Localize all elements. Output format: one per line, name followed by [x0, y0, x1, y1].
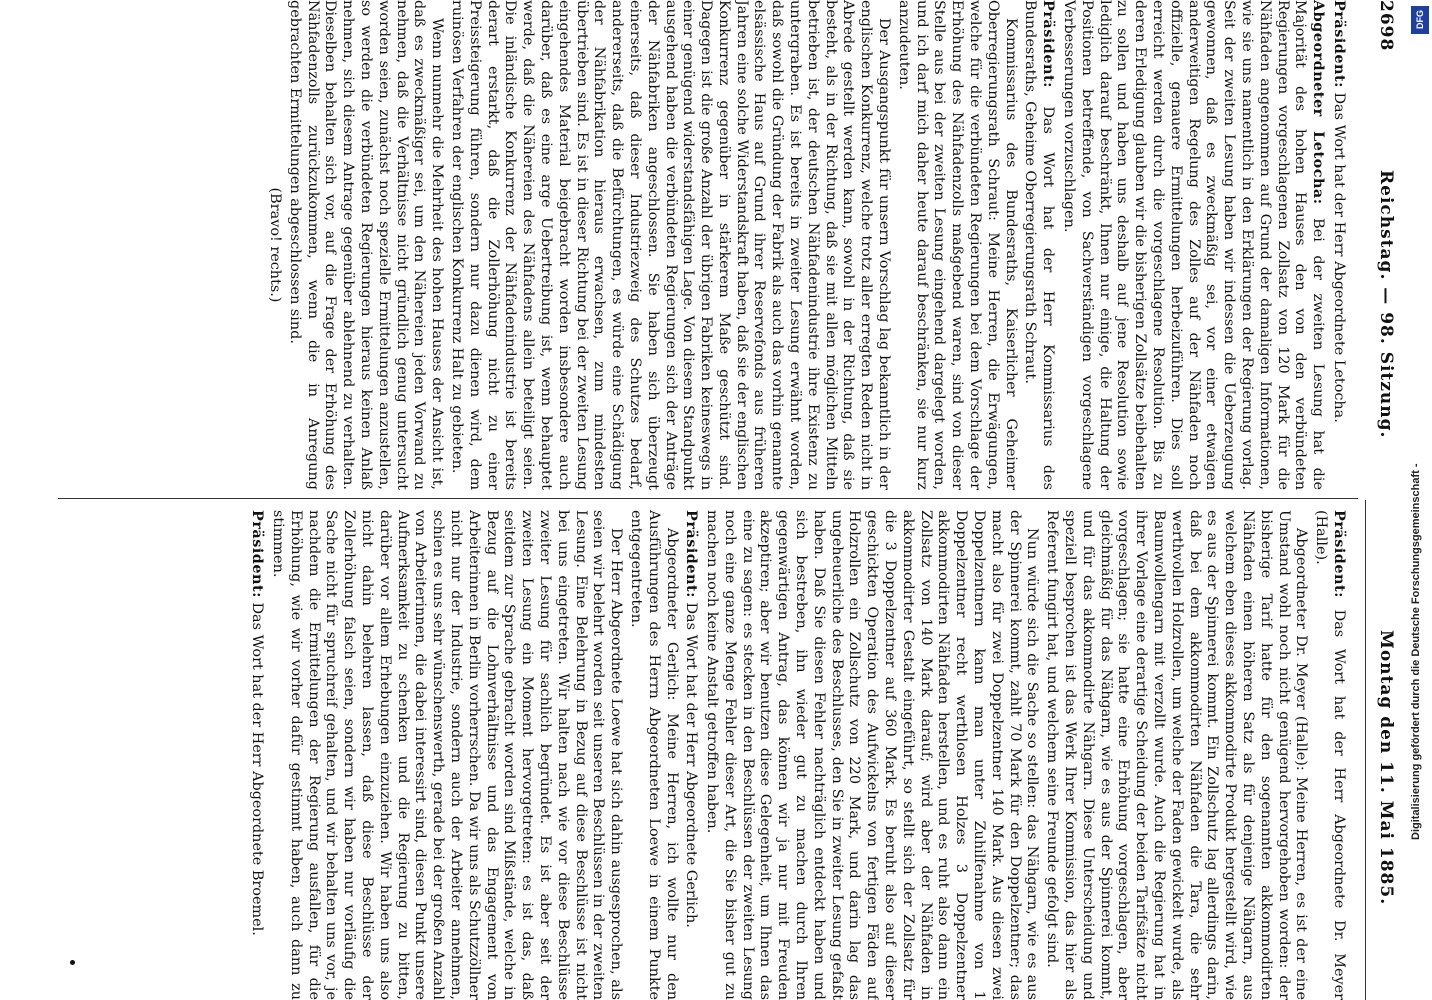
text-paragraph: Nun würde sich die Sache so stellen: das Nähgarn, wie es aus der Spinnerei kommt, zahlt 70 Mark für den Doppelzentner; das macht also für zwei Doppelzentner 140 Mark. Aus diesen zwei Doppelzentnern kann man unter Zuhilfenahme von 1 Doppelzentner recht werthlosen Holzes 3 Doppelzentner akkommodirten Nähfaden herstellen, und es ruht also dann ein Zollsatz von 140 Mark darauf; wird aber der Nähfaden in akkommodirter Gestalt eingeführt, so stellt sich der Zollsatz für die 3 Doppelzentner auf 360 Mark. Es beruht also auf dieser geschickten Operation des Aufwickelns von fertigen Fäden auf Holzrollen ein Zollschutz von 220 Mark, und darin lag das ungeheuerliche des Beschlusses, den Sie in zweiter Lesung gefaßt haben. Daß Sie diesen Fehler nachträglich entdeckt haben und sich bestreben, ihn wieder gut zu machen durch Ihren gegenwärtigen Antrag, das können wir ja nur mit Freuden akzeptiren; aber wir benutzen diese Gelegenheit, um Ihnen das eine zu sagen: es stecken in den Beschlüssen der zweiten Lesung noch eine ganze Menge Fehler dieser Art, die Sie bisher gut zu machen noch keine Anstalt getroffen haben.: [704, 510, 1041, 1000]
text-paragraph: Wenn nunmehr die Mehrheit des hohen Hauses der Ansicht ist, daß es zweckmäßiger sei, um den Nähereien jeden Vorwand zu nehmen, daß die Verhältnisse nicht gründlich genug untersucht worden seien, zunächst noch spezielle Ermittelungen anzustellen, so werden die verbündeten Regierungen hieraus keinen Anlaß nehmen, sich diesem Antrage gegenüber ablehnend zu verhalten. Dieselben behalten sich vor, auf die Frage der Erhöhung des Nähfadenzolls zurückzukommen, wenn die in Anregung gebrachten Ermittelungen abgeschlossen sind.: [286, 0, 446, 490]
speaker-paragraph: [682, 510, 701, 1000]
speaker-label: Präsident:: [1331, 0, 1348, 88]
speaker-label: Präsident:: [249, 510, 267, 598]
speaker-label: Abgeordneter Letocha:: [1310, 0, 1328, 205]
left-page-header: [1366, 0, 1396, 490]
text-paragraph: Kommissarius des Bundesraths, Kaiserlicher Geheimer Oberregierungsrath Schraut: Meine Herren, die Erwägungen, welche für die verbündeten Regierungen bei dem Vorschlage der Erhöhung des Nähfadenzolls maßgebend waren, sind von dieser Stelle aus bei der zweiten Lesung eingehend dargelegt worden, und ich darf mich daher heute darauf beschränken, sie nur kurz anzudeuten.: [895, 0, 1019, 490]
column-divider: [58, 498, 1358, 499]
scan-dot: [70, 960, 75, 965]
speaker-paragraph: [1329, 0, 1348, 490]
text-paragraph: Abgeordneter Dr. Meyer (Halle): Meine Herren, es ist der eine Umstand wohl noch nicht genügend hervorgehoben worden: der bisherige Tarif hatte für den sogenannten akkommodirten Nähfaden einen höheren Satz als für denjenige Nähgarn, aus welchem eben dieses akkommodirte Produkt hergestellt wird, wie es aus der Spinnerei kommt. Ein Zollschutz lag allerdings darin, daß bei dem akkommodirten Nähfaden die Tara, die sehr werthvollen Holzrollen, um welche der Faden gewickelt wurde, als Baumwollengarn mit verzollt wurde. Auch die Regierung hat in ihrer Vorlage eine derartige Scheidung der beiden Tarifsätze nicht vorgeschlagen; sie hatte eine Erhöhung vorgeschlagen, aber gleichmäßig für das Nähgarn, wie es aus der Spinnerei kommt, und für das akkommodirte Nähgarn. Diese Unterscheidung und speziell besprochen ist das Werk Ihrer Kommission, das hier als Referent fungirt hat, und welchem seine Freunde gefolgt sind.: [1044, 510, 1310, 1000]
header-rule: [1365, 500, 1366, 1000]
date-title: Montag den 11. Mai 1885.: [1376, 630, 1396, 906]
document-page: [20, 0, 1410, 1000]
right-column: [245, 510, 1348, 1000]
funding-note: Digitalisierung gefördert durch die Deutsche Forschungsgemeinschaft -: [1410, 463, 1422, 840]
speaker-label: Präsident:: [1331, 510, 1348, 598]
speech-text: Das Wort hat der Herr Abgeordnete Broemel.: [249, 597, 266, 936]
speech-text: Das Wort hat der Herr Abgeordnete Dr. Meyer (Halle).: [1313, 510, 1347, 1000]
speaker-label: Präsident:: [683, 510, 701, 598]
speaker-paragraph: [1021, 0, 1058, 490]
text-paragraph: Der Herr Abgeordnete Loewe hat sich dahin ausgesprochen, als seien wir belehrt worden seit unseren Beschlüssen in der zweiten Lesung. Eine Belehrung in Bezug auf diese Beschlüsse ist nicht bei uns eingetreten. Wir halten nach wie vor diese Beschlüsse zweiter Lesung für sachlich begründet. Es ist aber seit der zweiten Lesung ein Moment hervorgetreten: es ist das, daß seitdem zur Sprache gebracht worden sind Mißstände, welche in Bezug auf die Lohnverhältnisse und das Engagement von Arbeiterinnen in Berlin vorherrschen. Da wir uns als Schutzzöllner nicht nur der Industrie, sondern auch der Arbeiter annehmen, schien es uns sehr wünschenswerth, gerade bei der großen Anzahl von Arbeiterinnen, die dabei interessirt sind, diesen Punkt unsere Aufmerksamkeit zu schenken und die Regierung zu bitten, darüber vor allem Erhebungen einzuziehen. Wir haben uns also nicht dahin belehren lassen, daß diese Beschlüsse der Zollerhöhung falsch seien, sondern wir haben nur vorläufig die Sache nicht für spruchreif gehalten, und wir behalten uns vor, je nachdem die Ermittelungen der Regierung ausfallen, für die Erhöhung, wie wir vorher dafür gestimmt haben, auch dann zu stimmen.: [269, 510, 625, 1000]
speech-text: Das Wort hat der Herr Kommissarius des Bundesraths, Geheime Oberregierungsrath Schraut.: [1022, 0, 1057, 490]
page-number: 2698: [1376, 0, 1396, 52]
speaker-label: Präsident:: [1040, 0, 1058, 88]
speaker-paragraph: [247, 510, 266, 1000]
right-page-header: [1366, 510, 1396, 1000]
applause-note: (Bravo! rechts.): [266, 187, 283, 303]
speech-text: Das Wort hat der Herr Abgeordnete Gerlich.: [683, 597, 700, 928]
speech-text: Bei der zweiten Lesung hat die Majorität des hohen Hauses den von den verbündeten Regierungen vorgeschlagenen Zollsatz von 120 Mark für die Nähfaden angenommen auf Grund der damaligen Informationen, wie sie uns namentlich in den Erklärungen der Regierung vorlag. Seit der zweiten Lesung haben wir indessen die Ueberzeugung gewonnen, daß es zweckmäßig sei, vor einer etwaigen anderweitigen Regelung des Zolles auf der Nähfaden noch offizielle, genauere Ermittelungen herbeizuführen. Dies soll erreicht werden durch die vorgeschlagene Resolution. Bis zu deren Erledigung glauben wir die bisherigen Zollsätze beibehalten zu sollen und haben uns deshalb auf jene Resolution sowie lediglich darauf beschränkt, Ihnen nur einige, die Haltung der Positionen betreffende, von Sachverständigen vorgeschlagene Verbesserungen vorzuschlagen.: [1061, 0, 1327, 490]
dfg-sidebar: [1408, 0, 1432, 1000]
text-paragraph: Abgeordneter Gerlich: Meine Herren, ich wollte nur den Ausführungen des Herrn Abgeordneten Loewe in einem Punkte entgegentreten.: [627, 510, 680, 1000]
text-paragraph: Der Ausgangspunkt für unsern Vorschlag lag bekanntlich in der englischen Konkurrenz, welche trotz aller erregten Reden nicht in Abrede gestellt werden kann, sowohl in der Richtung, daß sie besteht, als in der Richtung, daß sie mit allen möglichen Mitteln betrieben ist, der deutschen Nähfadenindustrie ihre Existenz zu untergraben. Es ist bereits in zweiter Lesung erwähnt worden, daß sowohl die Gründung der Fabrik als auch das vorhin genannte elsässische Haus auf Grund ihrer Reservefonds aus früheren Jahren eine solche Widerstandskraft haben, daß sie der englischen Konkurrenz gegenüber in stärkerem Maße geschützt sind. Dagegen ist die große Anzahl der übrigen Fabriken keineswegs in einer genügend widerstandsfähigen Lage. Von diesem Standpunkt ausgehend haben die verbündeten Regierungen sich der Anträge der Nähfabriken angeschlossen. Sie haben sich überzeugt einerseits, daß dieser Industriezweig des Schutzes bedarf, andererseits, daß die Befürchtungen, es würde eine Schädigung der Nähfabrikation hieraus erwachsen, zum mindesten übertrieben sind. Es ist in dieser Richtung bei der zweiten Lesung eingehendes Material beigebracht worden insbesondere auch darüber, daß es eine arge Uebertreibung ist, wenn behauptet werde, daß die Nähereien des Nähfadens allein beteiligt seien. Die inländische Konkurrenz der Nähfadenindustrie ist bereits derart erstarkt, daß die Zollerhöhung nicht zu einer Preissteigerung führen, sondern nur dazu dienen wird, dem ruinösen Verfahren der englischen Konkurrenz Halt zu gebieten.: [448, 0, 893, 490]
session-title: Reichstag. — 98. Sitzung.: [1376, 170, 1396, 439]
speech-text: Das Wort hat der Herr Abgeordnete Letocha.: [1331, 87, 1347, 423]
dfg-logo: DFG: [1411, 6, 1429, 34]
speaker-paragraph: [1059, 0, 1327, 490]
speaker-paragraph: [1311, 510, 1348, 1000]
left-column: [263, 0, 1348, 490]
